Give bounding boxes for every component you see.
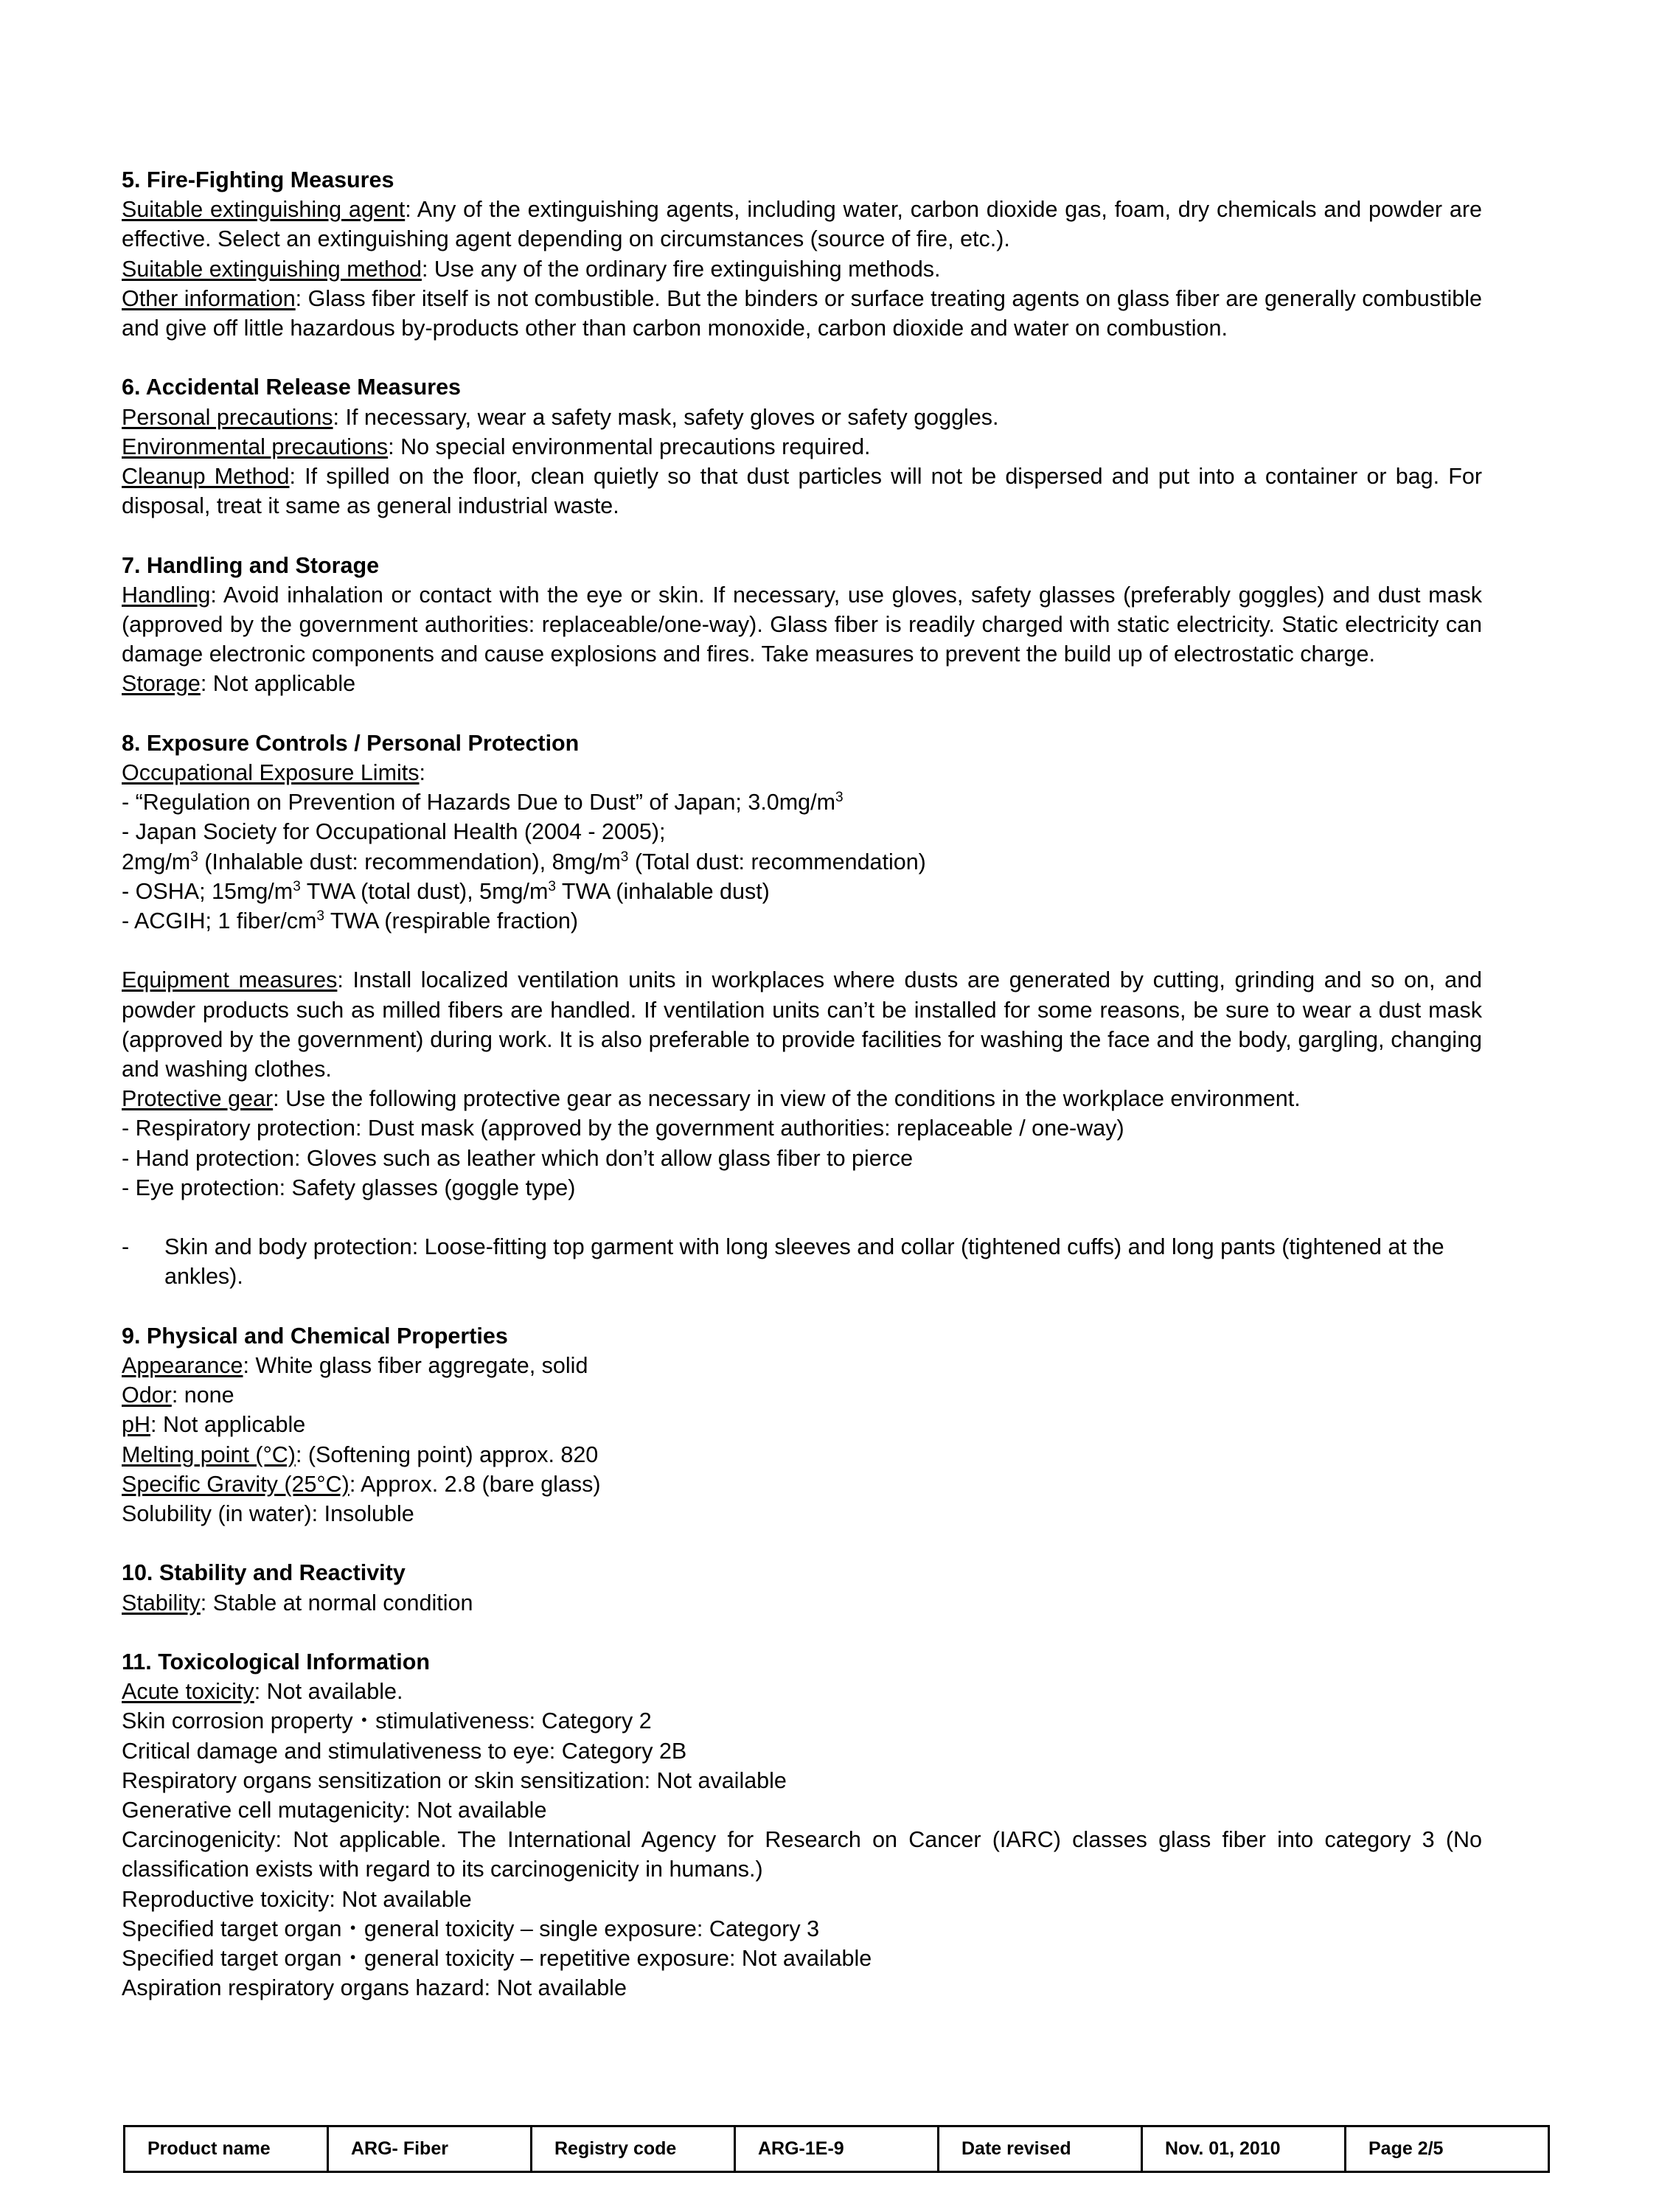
tox-line: Specified target organ・general toxicity – single exposure: Category 3 xyxy=(122,1916,820,1941)
stability-label: Stability xyxy=(122,1590,201,1615)
handling-text: : Avoid inhalation or contact with the eye or skin. If necessary, use gloves, safety glasses (preferably goggles) and dust mask (approved by the government authorities: replaceable/one-way). Glass fiber is readily charged with static electricity. Static electricity can damage electronic components and cause explosions and fires. Take measures to prevent the build up of electrostatic charge. xyxy=(122,582,1482,667)
extinguishing-method-text: : Use any of the ordinary fire extinguishing methods. xyxy=(421,256,941,282)
appearance-para: Appearance: White glass fiber aggregate, solid xyxy=(122,1353,588,1379)
skin-protection-item xyxy=(122,1232,1482,1291)
protective-gear-label: Protective gear xyxy=(122,1086,274,1112)
environmental-precautions-label: Environmental precautions xyxy=(122,434,389,459)
equipment-measures-label: Equipment measures xyxy=(122,967,338,993)
specific-gravity-label: Specific Gravity (25°C) xyxy=(122,1471,349,1497)
product-name-label: Product name xyxy=(125,2126,328,2172)
other-info-text: : Glass fiber itself is not combustible. But the binders or surface treating agents on glass fiber are generally combustible and give off little hazardous by-products other than carbon monoxide, carbon dioxide and water on combustion. xyxy=(122,285,1482,341)
bullet-dash: - xyxy=(122,1234,130,1260)
date-revised-value: Nov. 01, 2010 xyxy=(1142,2126,1346,2172)
environmental-precautions-para xyxy=(122,432,1482,462)
tox-line: Reproductive toxicity: Not available xyxy=(122,1886,472,1912)
other-info-para xyxy=(122,284,1482,343)
ph-label: pH xyxy=(122,1412,150,1438)
odor-label: Odor xyxy=(122,1382,172,1408)
ph-para: pH: Not applicable xyxy=(122,1412,306,1438)
section-6-title: 6. Accidental Release Measures xyxy=(122,375,462,400)
footer-row xyxy=(125,2126,1549,2172)
section-5-title: 5. Fire-Fighting Measures xyxy=(122,167,394,192)
protective-gear-para xyxy=(122,1084,1482,1113)
oel-jsoh: - Japan Society for Occupational Health (2004 - 2005); xyxy=(122,819,666,845)
stability-para: Stability: Stable at normal condition xyxy=(122,1590,473,1615)
section-8-title: 8. Exposure Controls / Personal Protection xyxy=(122,730,580,756)
oel-osha: - OSHA; $15mg/m^3$ TWA (total dust), $5mg/m^3$ TWA (inhalable dust) xyxy=(122,878,770,904)
storage-para xyxy=(122,669,1482,698)
tox-line: Respiratory organs sensitization or skin sensitization: Not available xyxy=(122,1767,787,1793)
section-10-title: 10. Stability and Reactivity xyxy=(122,1560,406,1586)
tox-line: Critical damage and stimulativeness to eye: Category 2B xyxy=(122,1738,687,1764)
protective-gear-text: : Use the following protective gear as necessary in view of the conditions in the workplace environment. xyxy=(273,1086,1301,1112)
respiratory-protection: - Respiratory protection: Dust mask (approved by the government authorities: replaceable / one-way) xyxy=(122,1116,1124,1141)
registry-code-value: ARG-1E-9 xyxy=(735,2126,939,2172)
section-7-title: 7. Handling and Storage xyxy=(122,552,380,578)
page-number: Page 2/5 xyxy=(1346,2126,1549,2172)
carcinogenicity-para: Carcinogenicity: Not applicable. The International Agency for Research on Cancer (IARC) classes glass fiber into category 3 (No classification exists with regard to its carcinogenicity in humans.) xyxy=(122,1827,1482,1882)
oel-label: Occupational Exposure Limits xyxy=(122,760,420,786)
acute-toxicity-para: Acute toxicity: Not available. xyxy=(122,1679,403,1705)
extinguishing-agent-text: : Any of the extinguishing agents, including water, carbon dioxide gas, foam, dry chemicals and powder are effective. Select an extinguishing agent depending on circumstances (source of fire, etc.). xyxy=(122,197,1482,252)
extinguishing-agent-para xyxy=(122,195,1482,254)
oel-heading: Occupational Exposure Limits: xyxy=(122,760,425,786)
storage-label: Storage xyxy=(122,671,201,697)
section-9-title: 9. Physical and Chemical Properties xyxy=(122,1323,508,1349)
specific-gravity-para: Specific Gravity (25°C): Approx. 2.8 (bare glass) xyxy=(122,1471,601,1497)
melting-point-para: Melting point (°C): (Softening point) approx. 820 xyxy=(122,1441,599,1467)
tox-line: Generative cell mutagenicity: Not available xyxy=(122,1798,547,1823)
personal-precautions-label: Personal precautions xyxy=(122,404,333,430)
acute-toxicity-label: Acute toxicity xyxy=(122,1679,254,1705)
oel-acgih: - ACGIH; 1 fiber/$cm^3$ TWA (respirable fraction) xyxy=(122,908,579,934)
tox-line: Skin corrosion property・stimulativeness: Category 2 xyxy=(122,1708,652,1734)
footer-table xyxy=(123,2125,1550,2173)
odor-para: Odor: none xyxy=(122,1382,234,1408)
extinguishing-agent-label: Suitable extinguishing agent xyxy=(122,197,406,223)
section-11-title: 11. Toxicological Information xyxy=(122,1649,431,1675)
cleanup-method-label: Cleanup Method xyxy=(122,464,290,490)
handling-para xyxy=(122,580,1482,669)
eye-protection: - Eye protection: Safety glasses (goggle type) xyxy=(122,1175,576,1200)
date-revised-label: Date revised xyxy=(939,2126,1142,2172)
extinguishing-method-para xyxy=(122,254,1482,284)
equipment-measures-para xyxy=(122,965,1482,1084)
product-name-value: ARG- Fiber xyxy=(328,2126,532,2172)
oel-jsoh-values: $2mg/m^3$ (Inhalable dust: recommendation), $8mg/m^3$ (Total dust: recommendation) xyxy=(122,849,926,874)
personal-precautions-text: : If necessary, wear a safety mask, safety gloves or safety goggles. xyxy=(333,404,999,430)
oel-japan-dust: - “Regulation on Prevention of Hazards Due to Dust” of Japan; $3.0mg/m^3$ xyxy=(122,790,844,815)
hand-protection: - Hand protection: Gloves such as leather which don’t allow glass fiber to pierce xyxy=(122,1145,914,1171)
handling-label: Handling xyxy=(122,582,211,608)
storage-text: : Not applicable xyxy=(200,671,356,697)
skin-protection-text: Skin and body protection: Loose-fitting top garment with long sleeves and collar (tightened cuffs) and long pants (tightened at the ankles). xyxy=(164,1234,1444,1290)
tox-line: Specified target organ・general toxicity – repetitive exposure: Not available xyxy=(122,1946,872,1972)
cleanup-method-para xyxy=(122,462,1482,521)
tox-line: Aspiration respiratory organs hazard: Not available xyxy=(122,1975,627,2001)
document-body xyxy=(122,165,1482,2003)
registry-code-label: Registry code xyxy=(532,2126,735,2172)
cleanup-method-text: : If spilled on the floor, clean quietly so that dust particles will not be dispersed and put into a container or bag. For disposal, treat it same as general industrial waste. xyxy=(122,464,1482,519)
other-info-label: Other information xyxy=(122,285,296,311)
solubility-para: Solubility (in water): Insoluble xyxy=(122,1501,414,1527)
personal-precautions-para xyxy=(122,403,1482,432)
equipment-measures-text: : Install localized ventilation units in workplaces where dusts are generated by cutting, grinding and so on, and powder products such as milled fibers are handled. If ventilation units can’t be installed for some reasons, be sure to wear a dust mask (approved by the government) during work. It is also preferable to provide facilities for washing the face and the body, gargling, changing and washing clothes. xyxy=(122,967,1483,1082)
appearance-label: Appearance xyxy=(122,1353,243,1379)
environmental-precautions-text: : No special environmental precautions required. xyxy=(388,434,871,459)
extinguishing-method-label: Suitable extinguishing method xyxy=(122,256,422,282)
melting-point-label: Melting point (°C) xyxy=(122,1441,296,1467)
